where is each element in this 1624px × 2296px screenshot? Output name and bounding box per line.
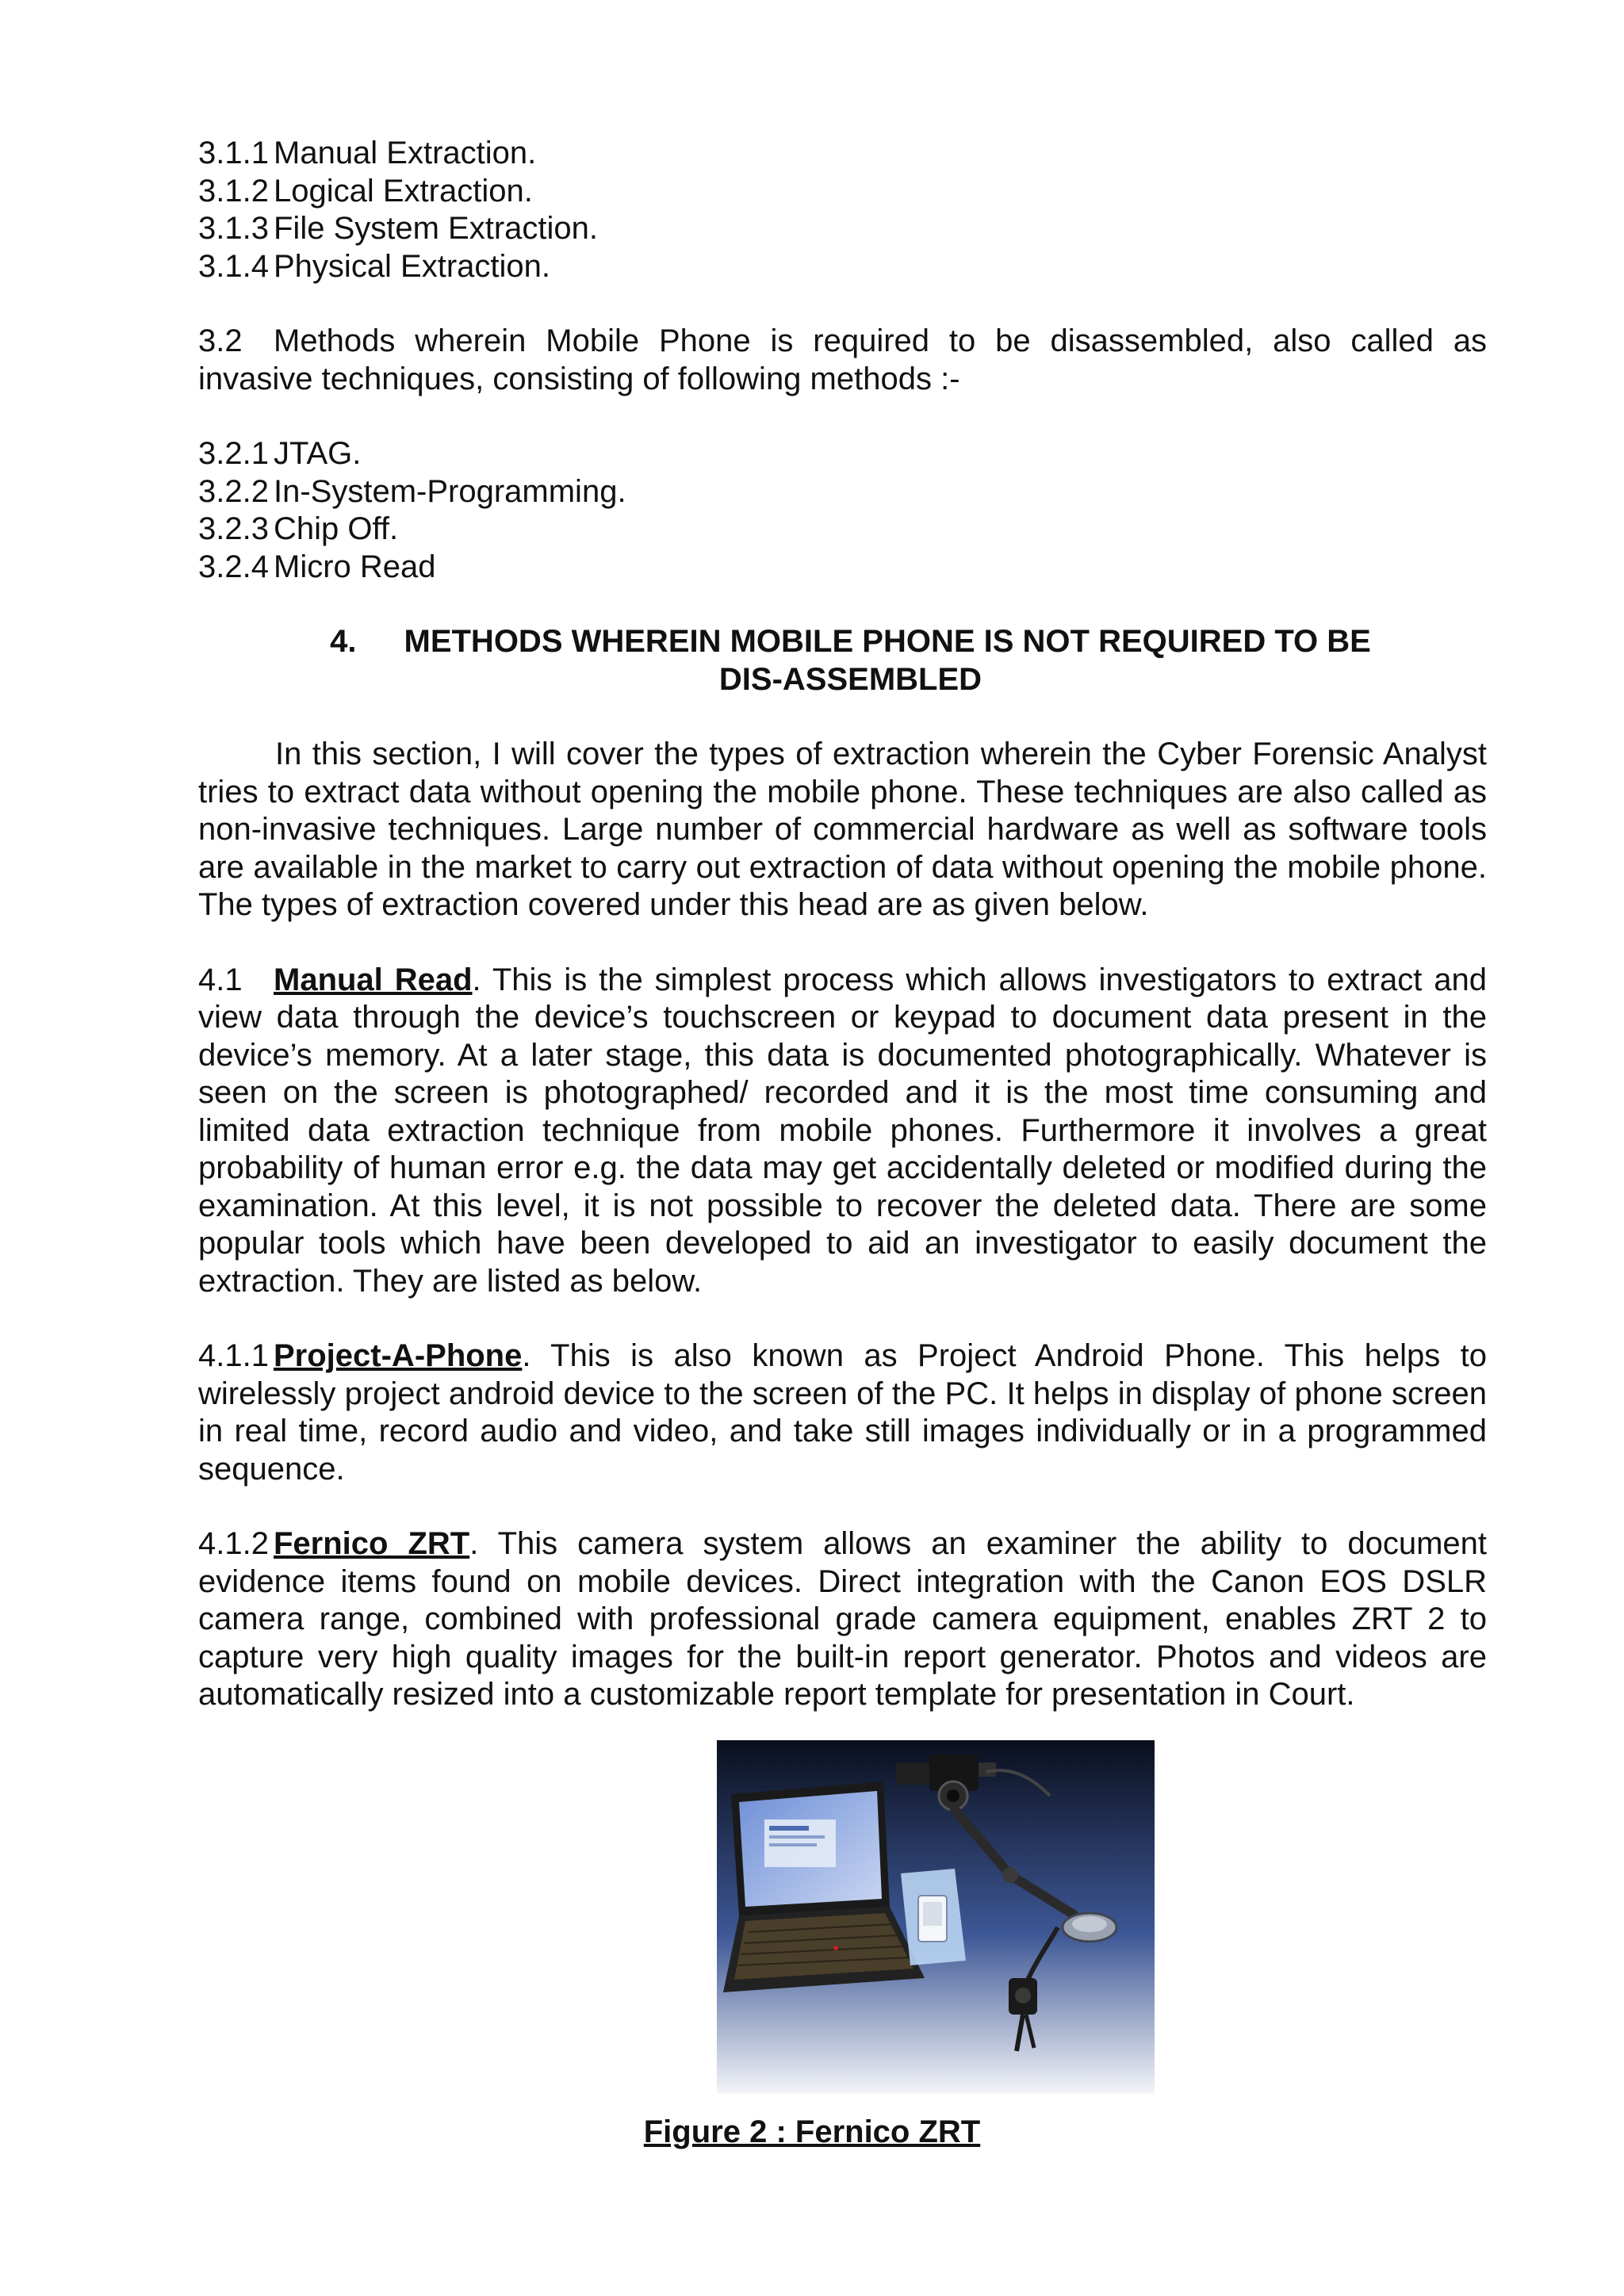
section-number: 3.2 [198, 323, 243, 358]
list-3-1 [198, 135, 1487, 285]
document-page [198, 135, 1487, 1714]
list-text: Micro Read [274, 549, 436, 584]
list-item [198, 135, 1487, 173]
heading-line-1: METHODS WHEREIN MOBILE PHONE IS NOT REQUIRED TO BE [404, 624, 1371, 659]
section-number: 4.1.2 [198, 1526, 269, 1561]
section-4-1-1 [198, 1337, 1487, 1488]
list-number: 3.1.4 [198, 248, 269, 284]
section-4-1-2 [198, 1525, 1487, 1714]
section-term: Manual Read [274, 962, 473, 997]
section-4-1 [198, 962, 1487, 1301]
section-number: 4.1 [198, 962, 243, 997]
list-number: 3.1.1 [198, 136, 269, 170]
list-item [198, 435, 1487, 473]
list-text: Manual Extraction. [274, 136, 537, 170]
list-text: In-System-Programming. [274, 473, 626, 509]
list-number: 3.2.4 [198, 549, 269, 584]
list-item [198, 549, 1487, 587]
list-item [198, 511, 1487, 549]
section-term: Fernico ZRT [274, 1526, 470, 1561]
section-3-2 [198, 323, 1487, 398]
figure-caption: Figure 2 : Fernico ZRT [643, 2114, 981, 2149]
section-text: Methods wherein Mobile Phone is required to be disassembled, also called as invasive techniques, consisting of following methods :- [198, 323, 1487, 396]
section-text: . This is the simplest process which allows investigators to extract and view data through the device’s touchscreen or keypad to document data present in the device’s memory. At a later stage, this data is documented photographically. Whatever is seen on the screen is photographed/ recorded and it is the most time consuming and limited data extraction technique from mobile phones. Furthermore it involves a great probability of human error e.g. the data may get accidentally deleted or modified during the examination. At this level, it is not possible to recover the deleted data. There are some popular tools which have been developed to aid an investigator to easily document the extraction. They are listed as below. [198, 962, 1487, 1299]
list-item [198, 210, 1487, 248]
list-number: 3.1.3 [198, 211, 269, 246]
phone-stand-icon [901, 1869, 966, 1965]
fernico-zrt-photo [717, 1740, 1155, 2094]
section-text: . This is also known as Project Android Phone. This helps to wirelessly project android device to the screen of the PC. It helps in display of phone screen in real time, record audio and video, and take still images individually or in a programmed sequence. [198, 1338, 1487, 1487]
list-text: File System Extraction. [274, 211, 599, 246]
list-text: Physical Extraction. [274, 248, 551, 284]
list-text: Chip Off. [274, 511, 399, 546]
figure-fernico-zrt [717, 1740, 1155, 2094]
section-number: 4.1.1 [198, 1338, 269, 1373]
list-text: Logical Extraction. [274, 173, 533, 209]
list-item [198, 248, 1487, 286]
heading-line-2: DIS-ASSEMBLED [718, 661, 982, 697]
section-heading-4 [198, 623, 1487, 698]
list-number: 3.1.2 [198, 173, 269, 209]
list-item [198, 173, 1487, 211]
list-number: 3.2.1 [198, 436, 269, 471]
intro-paragraph: In this section, I will cover the types of extraction wherein the Cyber Forensic Analyst tries to extract data without opening the mobile phone. These techniques are also called as non-invasive techniques. Large number of commercial hardware as well as software tools are available in the market to carry out extraction of data without opening the mobile phone. The types of extraction covered under this head are as given below. [198, 737, 1487, 922]
section-term: Project-A-Phone [274, 1338, 523, 1373]
list-number: 3.2.2 [198, 473, 269, 509]
heading-number: 4. [330, 624, 357, 659]
list-text: JTAG. [274, 436, 362, 471]
section-text: . This camera system allows an examiner the ability to document evidence items found on mobile devices. Direct integration with the Canon EOS DSLR camera range, combined with professional grade camera equipment, enables ZRT 2 to capture very high quality images for the built-in report generator. Photos and videos are automatically resized into a customizable report template for presentation in Court. [198, 1526, 1487, 1712]
list-number: 3.2.3 [198, 511, 269, 546]
list-3-2 [198, 435, 1487, 586]
list-item [198, 473, 1487, 511]
